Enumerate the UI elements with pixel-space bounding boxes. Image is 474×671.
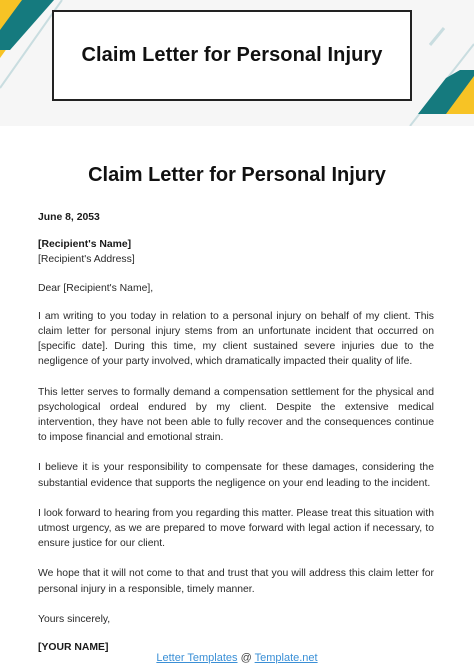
letter-paragraph: I believe it is your responsibility to compensate for these damages, considering the substantial evidence that supports the negligence on your end leading to the incident. [38,462,434,489]
letter-body [38,210,434,655]
footer-link-letter-templates[interactable]: Letter Templates [156,652,238,664]
footer [0,652,474,664]
thin-line-right-top [430,28,444,45]
document-title: Claim Letter for Personal Injury [88,164,386,186]
letter-date: June 8, 2053 [38,212,100,223]
letter-paragraph: I look forward to hearing from you regarding this matter. Please treat this situation with utmost urgency, as we are prepared to move forward with legal action if necessary, to ensure justice for our client. [38,507,434,550]
salutation: Dear [Recipient's Name], [38,282,154,294]
header-banner [0,0,474,126]
footer-link-template-net[interactable]: Template.net [254,652,318,664]
banner-title: Claim Letter for Personal Injury [81,44,383,66]
signature: [YOUR NAME] [38,642,109,654]
banner-title-box [52,10,412,101]
letter-paragraph: I am writing to you today in relation to a personal injury on behalf of my client. This claim letter for personal injury stems from an unfortunate incident that occurred on [specific date]. During this time, my client sustained severe injuries due to the negligence of your party involved, which dramatically impacted their quality of life. [38,310,434,368]
closing: Yours sincerely, [38,613,111,625]
recipient-address: [Recipient's Address] [38,254,135,266]
recipient-name: [Recipient's Name] [38,239,132,251]
footer-separator: @ [237,652,255,664]
letter-paragraph: This letter serves to formally demand a compensation settlement for the physical and psychological ordeal endured by my client. Despite the extensive medical intervention, they have not been able to fully recover and the consequences continue to impose financial and emotional strain. [38,386,434,444]
letter-paragraph: We hope that it will not come to that and trust that you will address this claim letter for personal injury in a responsible, timely manner. [38,568,434,595]
